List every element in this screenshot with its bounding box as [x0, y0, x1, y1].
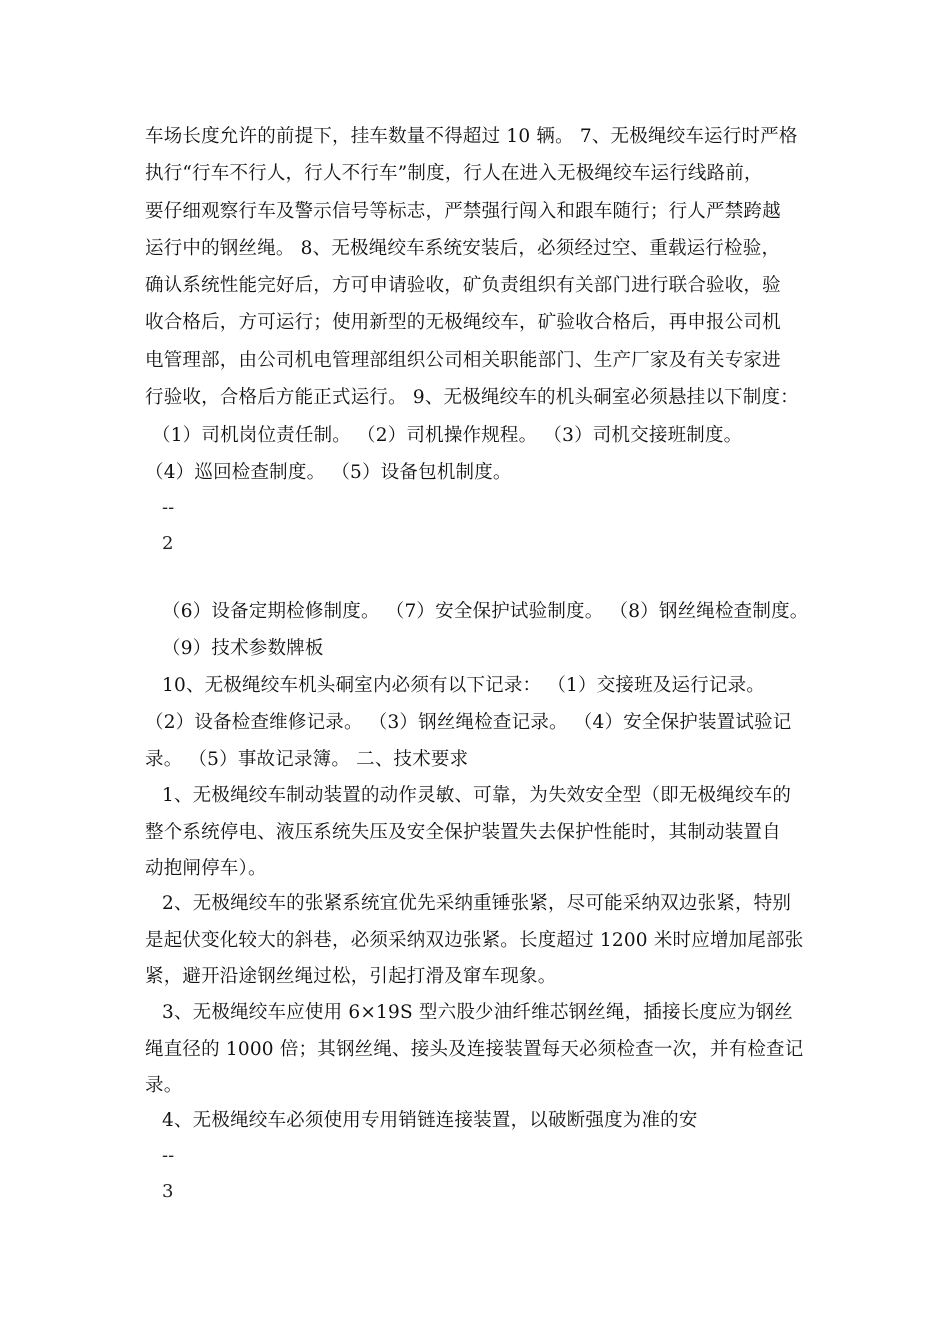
page-number: 3	[162, 1181, 174, 1202]
text-line: 是起伏变化较大的斜巷，必须采纳双边张紧。长度超过 1200 米时应增加尾部张	[145, 930, 804, 951]
text-line: 电管理部，由公司机电管理部组织公司相关职能部门、生产厂家及有关专家进	[145, 350, 781, 371]
text-line: 3、无极绳绞车应使用 6×19S 型六股少油纤维芯钢丝绳，插接长度应为钢丝	[162, 1002, 793, 1023]
text-line: （1）司机岗位责任制。 （2）司机操作规程。 （3）司机交接班制度。	[152, 425, 743, 446]
text-line: （9）技术参数牌板	[162, 638, 324, 659]
page-number: 2	[162, 533, 174, 554]
text-line: 运行中的钢丝绳。 8、无极绳绞车系统安装后，必须经过空、重载运行检验，	[145, 238, 781, 259]
text-line: 绳直径的 1000 倍；其钢丝绳、接头及连接装置每天必须检查一次，并有检查记	[145, 1039, 804, 1060]
text-line: 动抱闸停车）。	[145, 858, 267, 879]
text-line: 要仔细观察行车及警示信号等标志，严禁强行闯入和跟车随行；行人严禁跨越	[145, 201, 781, 222]
text-line: 行验收，合格后方能正式运行。 9、无极绳绞车的机头硐室必须悬挂以下制度：	[145, 387, 799, 408]
text-line: 收合格后，方可运行；使用新型的无极绳绞车，矿验收合格后，再申报公司机	[145, 312, 781, 333]
text-line: 2、无极绳绞车的张紧系统宜优先采纳重锤张紧，尽可能采纳双边张紧，特别	[162, 893, 792, 914]
text-line: 车场长度允许的前提下，挂车数量不得超过 10 辆。 7、无极绳绞车运行时严格	[145, 126, 798, 147]
text-line: 录。	[145, 1075, 183, 1096]
page-separator: --	[162, 1145, 175, 1166]
text-line: 确认系统性能完好后，方可申请验收，矿负责组织有关部门进行联合验收，验	[145, 275, 781, 296]
text-line: 1、无极绳绞车制动装置的动作灵敏、可靠，为失效安全型（即无极绳绞车的	[162, 785, 792, 806]
text-line: （6）设备定期检修制度。 （7）安全保护试验制度。 （8）钢丝绳检查制度。	[162, 601, 809, 622]
text-line: 10、无极绳绞车机头硐室内必须有以下记录： （1）交接班及运行记录。	[162, 675, 765, 696]
text-line: 执行“行车不行人，行人不行车”制度，行人在进入无极绳绞车运行线路前，	[145, 163, 763, 184]
text-line: 紧，避开沿途钢丝绳过松，引起打滑及窜车现象。	[145, 966, 557, 987]
text-line: 4、无极绳绞车必须使用专用销链连接装置，以破断强度为准的安	[162, 1110, 698, 1131]
page-separator: --	[162, 497, 175, 518]
text-line: （4）巡回检查制度。 （5）设备包机制度。	[145, 462, 512, 483]
text-line: （2）设备检查维修记录。 （3）钢丝绳检查记录。 （4）安全保护装置试验记	[145, 712, 792, 733]
text-line: 整个系统停电、液压系统失压及安全保护装置失去保护性能时，其制动装置自	[145, 822, 781, 843]
text-line: 录。 （5）事故记录簿。 二、技术要求	[145, 749, 469, 770]
